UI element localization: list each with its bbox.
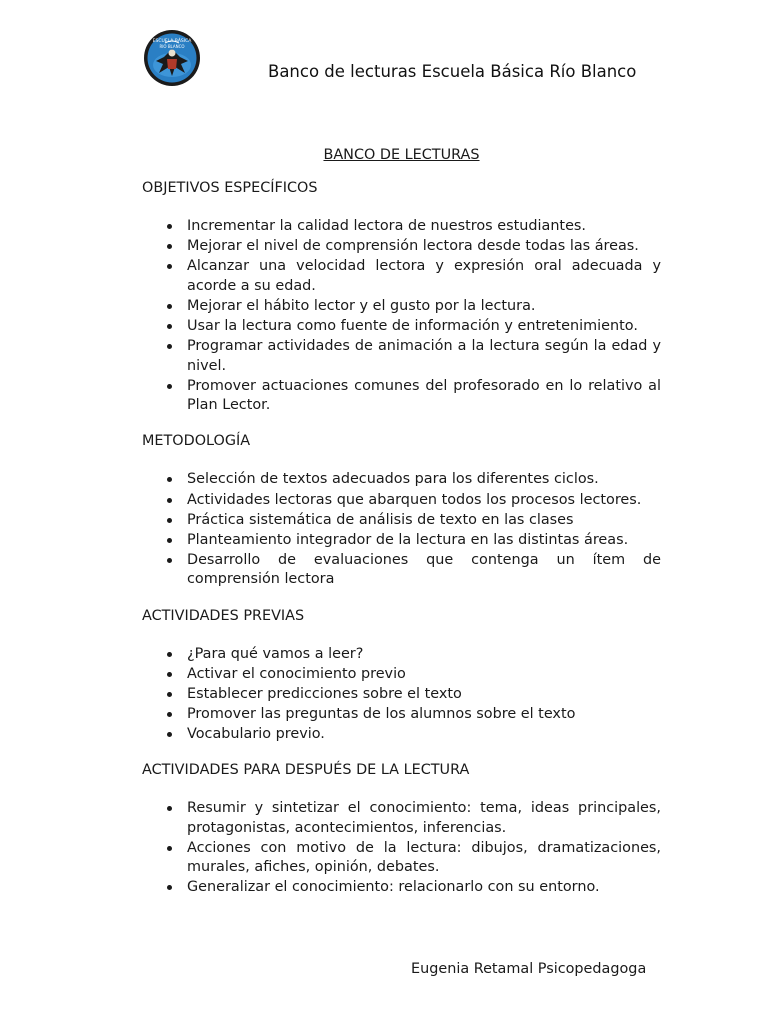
list-item: Actividades lectoras que abarquen todos los procesos lectores. (142, 491, 661, 511)
list-item: Mejorar el nivel de comprensión lectora desde todas las áreas. (142, 237, 661, 257)
list-item: Generalizar el conocimiento: relacionarlo con su entorno. (142, 878, 661, 898)
svg-text:RIO BLANCO: RIO BLANCO (159, 44, 185, 49)
document-title: BANCO DE LECTURAS (323, 147, 480, 163)
list-item: Usar la lectura como fuente de información y entretenimiento. (142, 317, 661, 337)
bullet-list-objetivos (142, 217, 661, 416)
school-logo (143, 29, 201, 87)
list-item: Acciones con motivo de la lectura: dibujos, dramatizaciones, murales, afiches, opinión, debates. (142, 839, 661, 878)
document-body (142, 146, 661, 898)
school-seal-icon (143, 29, 201, 87)
list-item: Planteamiento integrador de la lectura en las distintas áreas. (142, 531, 661, 551)
section-heading-actividades-despues: ACTIVIDADES PARA DESPUÉS DE LA LECTURA (142, 761, 470, 778)
section-heading-actividades-previas: ACTIVIDADES PREVIAS (142, 607, 305, 624)
list-item: Vocabulario previo. (142, 725, 661, 745)
list-item: Activar el conocimiento previo (142, 665, 661, 685)
section-heading-objetivos: OBJETIVOS ESPECÍFICOS (142, 180, 318, 196)
list-item: Programar actividades de animación a la lectura según la edad y nivel. (142, 337, 661, 376)
list-item: Promover actuaciones comunes del profesorado en lo relativo al Plan Lector. (142, 377, 661, 416)
footer-author: Eugenia Retamal Psicopedagoga (411, 961, 647, 977)
list-item: ¿Para qué vamos a leer? (142, 645, 661, 665)
bullet-list-actividades-despues (142, 799, 661, 898)
list-item: Alcanzar una velocidad lectora y expresión oral adecuada y acorde a su edad. (142, 257, 661, 296)
list-item: Desarrollo de evaluaciones que contenga un ítem de comprensión lectora (142, 551, 661, 590)
list-item: Establecer predicciones sobre el texto (142, 685, 661, 705)
section-heading-metodologia: METODOLOGÍA (142, 433, 251, 450)
bullet-list-actividades-previas (142, 645, 661, 745)
bullet-list-metodologia (142, 470, 661, 590)
list-item: Selección de textos adecuados para los diferentes ciclos. (142, 470, 661, 490)
list-item: Práctica sistemática de análisis de texto en las clases (142, 511, 661, 531)
list-item: Incrementar la calidad lectora de nuestros estudiantes. (142, 217, 661, 237)
header-title: Banco de lecturas Escuela Básica Río Blanco (268, 62, 637, 81)
list-item: Promover las preguntas de los alumnos sobre el texto (142, 705, 661, 725)
list-item: Resumir y sintetizar el conocimiento: tema, ideas principales, protagonistas, acontecimientos, inferencias. (142, 799, 661, 838)
svg-text:ESCUELA BÁSICA: ESCUELA BÁSICA (152, 39, 192, 44)
list-item: Mejorar el hábito lector y el gusto por la lectura. (142, 297, 661, 317)
